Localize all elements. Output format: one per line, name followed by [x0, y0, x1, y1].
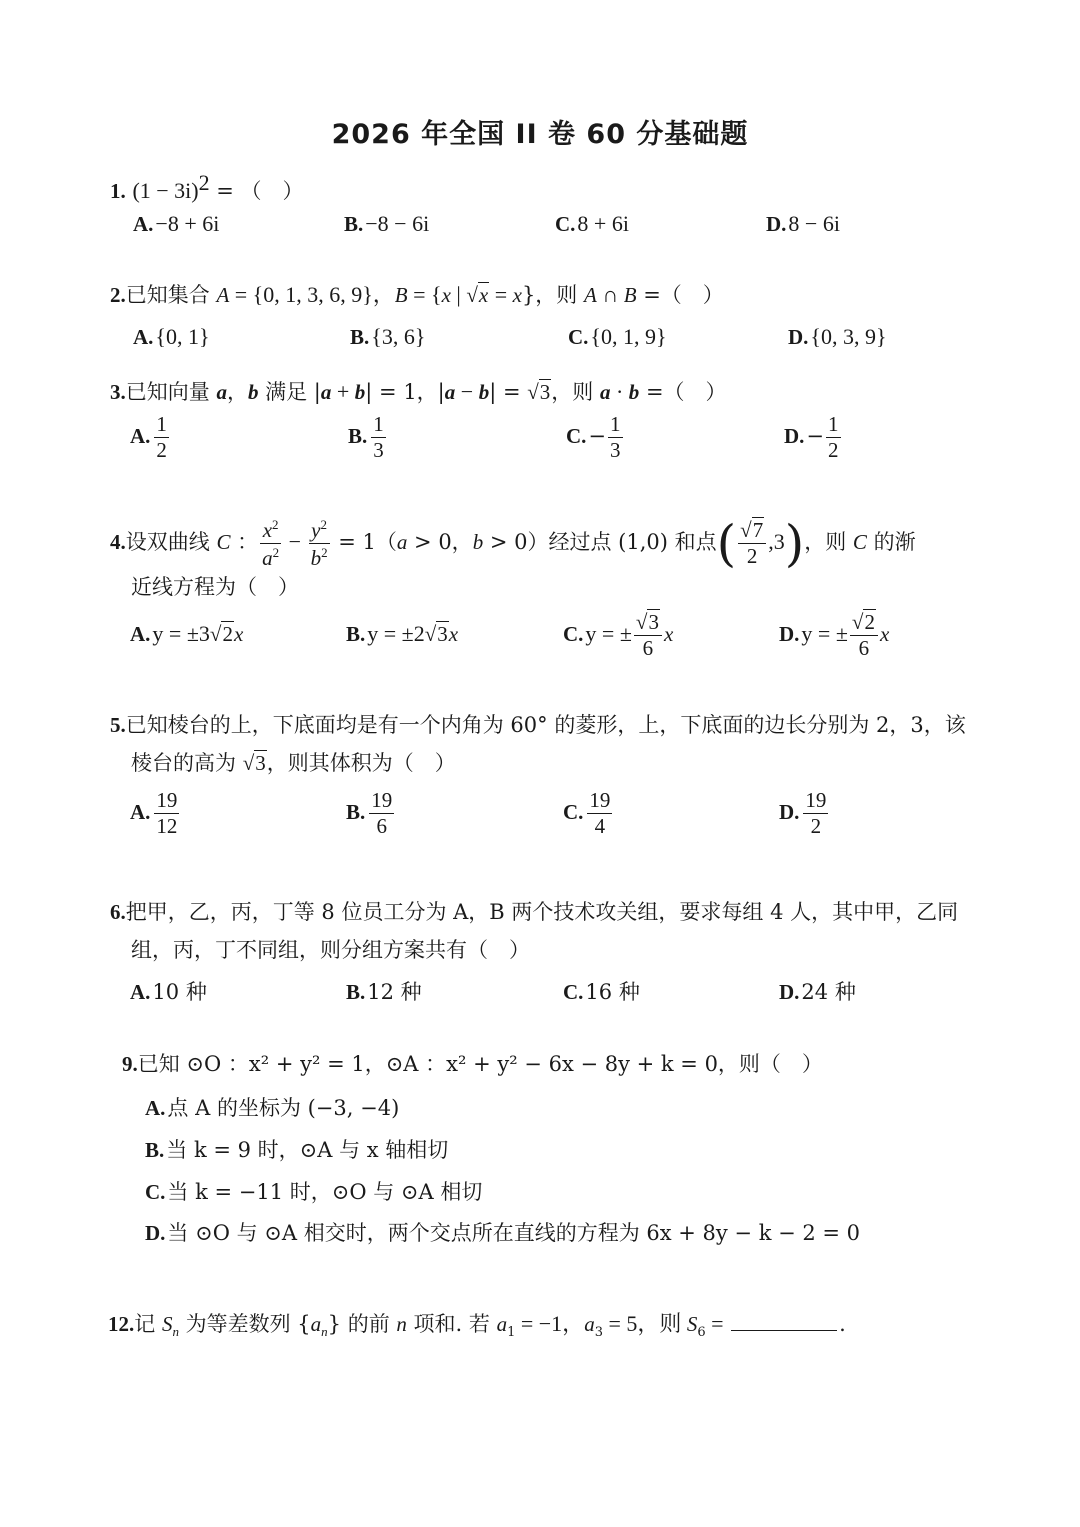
question-4-option-b[interactable]: B.y = ±2√3x: [346, 621, 459, 646]
question-number: 5.: [110, 713, 126, 737]
question-2-option-b[interactable]: B.{3, 6}: [350, 324, 426, 349]
question-6-option-d[interactable]: D.24 种: [779, 980, 856, 1004]
question-12-stem: 12.记 $S_n$ 为等差数列 $\{a_n\}$ 的前 n 项和. 若 $a_1 = -1$，$a_3 = 5$，则 $S_6$ = .: [108, 1308, 846, 1348]
fraction: $\frac{√2}{6}$: [850, 612, 878, 659]
fraction: $\frac{x^2}{a^2}$: [262, 517, 280, 570]
fraction: $\frac{1}{3}$: [373, 412, 384, 462]
question-1-stem: 1. $(1 - 3i)^2$ = （ ）: [110, 170, 304, 203]
question-number: 3.: [110, 380, 126, 404]
fraction: $\frac{√3}{6}$: [634, 612, 662, 659]
fraction: $\frac{y^2}{b^2}$: [310, 517, 328, 570]
question-1-option-c[interactable]: C.8 + 6i: [555, 211, 629, 236]
question-2-option-d[interactable]: D.{0, 3, 9}: [788, 324, 887, 349]
question-6-option-b[interactable]: B.12 种: [346, 980, 422, 1004]
question-5-stem: 5.已知棱台的上，下底面均是有一个内角为 60° 的菱形，上，下底面的边长分别为 2，3，该: [110, 713, 966, 737]
question-2-stem: 2.已知集合 A = {0, 1, 3, 6, 9}，B = {x | √x = x}，则 A ∩ B =（ ）: [110, 282, 724, 307]
question-number: 1.: [110, 179, 126, 203]
question-3-option-c[interactable]: C.− $\frac{1}{3}$: [566, 412, 621, 462]
fraction: $\frac{1}{3}$: [610, 412, 621, 462]
fraction: $\frac{19}{2}$: [805, 788, 827, 838]
question-number: 9.: [122, 1052, 138, 1076]
question-5-option-d[interactable]: D. $\frac{19}{2}$: [779, 788, 827, 838]
question-9-option-a[interactable]: A.点 A 的坐标为 (−3, −4): [145, 1096, 400, 1120]
question-9-stem: 9.已知 ⊙O ：x² + y² = 1，⊙A ：x² + y² − 6x − 8y + k = 0，则（ ）: [122, 1052, 823, 1076]
question-3-option-b[interactable]: B. $\frac{1}{3}$: [348, 412, 384, 462]
question-4-stem-line2: 近线方程为（ ）: [131, 575, 299, 599]
question-6-stem: 6.把甲，乙，丙，丁等 8 位员工分为 A，B 两个技术攻关组，要求每组 4 人，其中甲，乙同: [110, 900, 959, 924]
question-3-stem: 3.已知向量 a，b 满足 |a + b| = 1，|a − b| = √3，则 a · b =（ ）: [110, 379, 727, 404]
question-6-stem-line2: 组，丙，丁不同组，则分组方案共有（ ）: [131, 938, 530, 962]
question-5-stem-line2: 棱台的高为 √3，则其体积为（ ）: [131, 751, 456, 775]
fraction: $\frac{1}{2}$: [156, 412, 167, 462]
question-6-option-a[interactable]: A.10 种: [130, 980, 207, 1004]
fraction: $\frac{19}{12}$: [156, 788, 178, 838]
question-5-option-c[interactable]: C. $\frac{19}{4}$: [563, 788, 611, 838]
question-9-option-c[interactable]: C.当 k = −11 时，⊙O 与 ⊙A 相切: [145, 1180, 483, 1204]
question-6-option-c[interactable]: C.16 种: [563, 980, 640, 1004]
fraction: $\frac{19}{6}$: [371, 788, 393, 838]
question-1-option-a[interactable]: A.−8 + 6i: [133, 211, 220, 236]
left-paren: (: [716, 514, 737, 573]
question-number: 2.: [110, 283, 126, 307]
question-1-option-b[interactable]: B.−8 − 6i: [344, 211, 430, 236]
question-number: 12.: [108, 1312, 135, 1336]
sqrt-symbol: √x: [466, 283, 489, 307]
fraction: $\frac{1}{2}$: [828, 412, 839, 462]
question-4-stem: 4.设双曲线 C ： $\frac{x^2}{a^2}$ − $\frac{y^2}{b^2}$ = 1（a > 0，b > 0）经过点 (1,0) 和点( $\frac{√7}{2}$ ,3)，则 C 的渐: [110, 514, 916, 573]
question-5-option-a[interactable]: A. $\frac{19}{12}$: [130, 788, 178, 838]
question-4-option-d[interactable]: D.y = ± $\frac{√2}{6}$ x: [779, 610, 890, 660]
question-number: 4.: [110, 530, 126, 554]
right-paren: ): [784, 514, 805, 573]
question-4-option-a[interactable]: A.y = ±3√2x: [130, 621, 244, 646]
question-9-option-b[interactable]: B.当 k = 9 时，⊙A 与 x 轴相切: [145, 1138, 449, 1162]
sqrt-symbol: √3: [242, 751, 266, 775]
page-title: 2026 年全国 II 卷 60 分基础题: [331, 119, 749, 150]
question-1-option-d[interactable]: D.8 − 6i: [766, 211, 840, 236]
question-2-option-a[interactable]: A.{0, 1}: [133, 324, 210, 349]
question-5-option-b[interactable]: B. $\frac{19}{6}$: [346, 788, 393, 838]
question-9-option-d[interactable]: D.当 ⊙O 与 ⊙A 相交时，两个交点所在直线的方程为 6x + 8y − k − 2 = 0: [145, 1221, 861, 1245]
sqrt-symbol: √3: [527, 380, 551, 404]
question-2-option-c[interactable]: C.{0, 1, 9}: [568, 324, 667, 349]
question-number: 6.: [110, 900, 126, 924]
question-4-option-c[interactable]: C.y = ± $\frac{√3}{6}$ x: [563, 610, 674, 660]
question-3-option-a[interactable]: A. $\frac{1}{2}$: [130, 412, 167, 462]
question-3-option-d[interactable]: D.− $\frac{1}{2}$: [784, 412, 839, 462]
answer-blank[interactable]: [731, 1308, 837, 1331]
fraction: $\frac{19}{4}$: [589, 788, 611, 838]
fraction: $\frac{√7}{2}$: [738, 520, 766, 567]
